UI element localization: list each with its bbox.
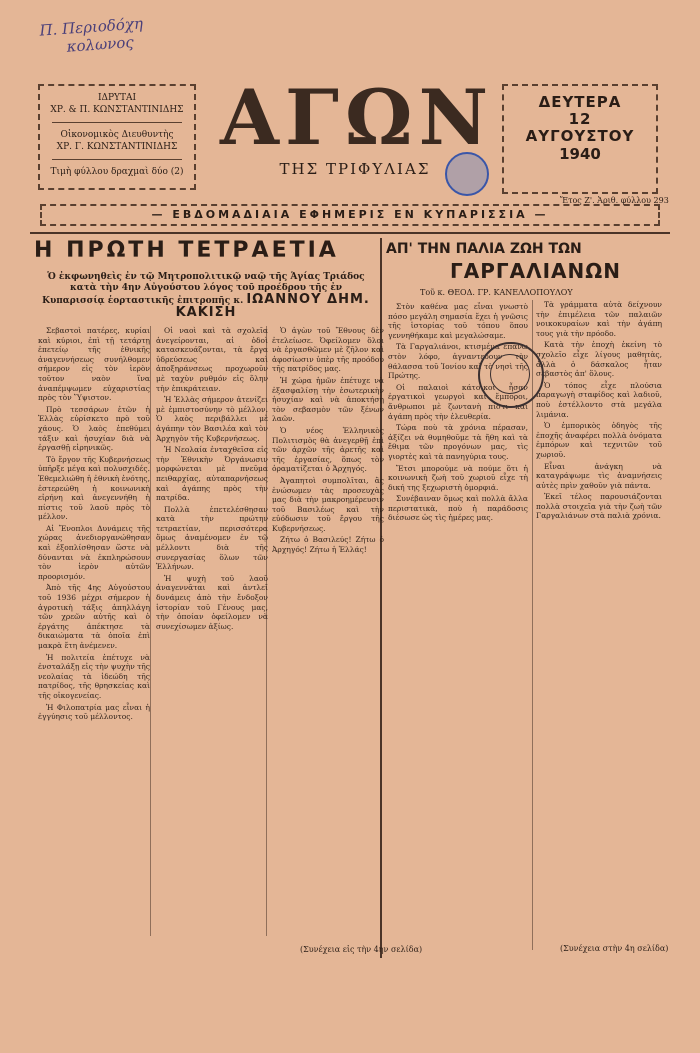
- masthead-subtitle: ΤΗΣ ΤΡΙΦΥΛΙΑΣ: [279, 160, 431, 178]
- paragraph: Πρὸ τεσσάρων ἐτῶν ἡ Ἑλλὰς εὑρίσκετο πρὸ τοῦ χάους. Ὁ λαὸς ἐπεθύμει τάξιν καὶ ἡσυχίαν διὰ νὰ ἐργασθῇ εἰρηνικῶς.: [38, 404, 150, 453]
- postmark-inner-ring: [490, 354, 530, 394]
- article2-headline-top: ΑΠ' ΤΗΝ ΠΑΛΙΑ ΖΩΗ ΤΩΝ: [386, 241, 582, 257]
- paragraph: Πολλὰ ἐπετελέσθησαν κατὰ τὴν πρώτην τετραετίαν, περισσότερα ὅμως ἀναμένομεν ἐν τῷ μέλλοντι διὰ τῆς συνεργασίας ὅλων τῶν Ἑλλήνων.: [156, 504, 268, 572]
- paragraph: Ὁ τόπος εἶχε πλούσια παραγωγὴ σταφίδος καὶ λαδιοῦ, ποὺ ἐστέλλοντο στὰ μεγάλα λιμάνια.: [536, 380, 662, 419]
- paragraph: Ἡ Ἑλλὰς σήμερον ἀτενίζει μὲ ἐμπιστοσύνην τὸ μέλλον. Ὁ λαὸς περιβάλλει μὲ ἀγάπην τὸν Βασιλέα καὶ τὸν Ἀρχηγὸν τῆς Κυβερνήσεως.: [156, 395, 268, 443]
- paragraph: Ἀπὸ τῆς 4ης Αὐγούστου τοῦ 1936 μέχρι σήμερον ἡ ἀγροτικὴ τάξις ἀπηλλάγη τῶν χρεῶν αὐτῆς καὶ ὁ ἐργάτης ἀπέκτησε τὰ δικαιώματα τὰ ὁποῖα ἐπὶ μακρὰ ἔτη ἀνέμενεν.: [38, 583, 150, 650]
- day-number: 12: [568, 110, 592, 128]
- article1-lead-text: Ὁ ἐκφωνηθεὶς ἐν τῷ Μητροπολιτικῷ ναῷ τῆς Ἁγίας Τριάδος κατὰ τὴν 4ην Αὐγούστου λόγος τοῦ προέδρου τῆς ἐν Κυπαρισσίᾳ ἑορταστικῆς ἐπιτροπῆς κ.: [42, 272, 365, 306]
- paragraph: Ἐκεῖ τέλος παρουσιάζονται πολλὰ στοιχεῖα γιὰ τὴν ζωὴ τῶν Γαργαλιάνων στὰ παλιὰ χρόνια.: [536, 492, 662, 521]
- divider: [52, 159, 182, 160]
- paragraph: Ἡ Φιλοπατρία μας εἶναι ἡ ἐγγύησις τοῦ μέλλοντος.: [38, 702, 150, 722]
- article2-continued: (Συνέχεια στὴν 4η σελίδα): [560, 944, 669, 953]
- founders-box: [38, 84, 196, 190]
- horizontal-rule: [30, 232, 670, 234]
- weekday: ΔΕΥΤΕΡΑ: [538, 93, 622, 111]
- paragraph: Τὰ γράμματα αὐτὰ δείχνουν τὴν ἐπιμέλεια τῶν παλαιῶν νοικοκυραίων καὶ τὴν ἀγάπη τους γιὰ τὴν πρόοδο.: [536, 300, 662, 338]
- paragraph: Εἶναι ἀνάγκη νὰ καταγράψωμε τὶς ἀναμνήσεις αὐτὲς πρὶν χαθοῦν γιὰ πάντα.: [536, 461, 662, 490]
- divider: [52, 122, 182, 123]
- paragraph: Ὁ ἀγὼν τοῦ Ἔθνους δὲν ἐτελείωσε. Ὀφείλομεν ὅλοι νὰ ἐργασθῶμεν μὲ ζῆλον καὶ ἀφοσίωσιν ὑπὲρ τῆς προόδου τῆς πατρίδος μας.: [272, 326, 384, 374]
- paragraph: Ἡ Νεολαία ἐνταχθεῖσα εἰς τὴν Ἐθνικὴν Ὀργάνωσιν μορφώνεται μὲ πνεῦμα πειθαρχίας, αὐταπαρνήσεως καὶ ἀγάπης πρὸς τὴν πατρίδα.: [156, 445, 268, 503]
- paragraph: Ἔτσι μπορούμε νὰ πούμε ὅτι ἡ κοινωνικὴ ζωὴ τοῦ χωριοῦ εἶχε τὴ δική της ξεχωριστὴ ὀμορφιά.: [388, 463, 528, 492]
- paragraph: Σεβαστοὶ πατέρες, κυρίαι καὶ κύριοι, ἐπὶ τῇ τετάρτῃ ἐπετείῳ τῆς ἐθνικῆς ἀναγεννήσεως συνήλθομεν σήμερον εἰς τὸν ἱερὸν τοῦτον ναὸν ἵνα ἀναπέμψωμεν εὐχαριστίας πρὸς τὸν Ὕψιστον.: [38, 326, 150, 403]
- article2-column-2: [536, 300, 662, 956]
- paragraph: Ὁ νέος Ἑλληνικὸς Πολιτισμὸς θὰ ἀνεγερθῇ ἐπὶ τῶν ἀρχῶν τῆς ἀρετῆς καὶ τῆς ἐργασίας, ὅπως τὸν ὀραματίζεται ὁ Ἀρχηγός.: [272, 425, 384, 474]
- article1-lead: [38, 272, 374, 320]
- paragraph: Αἱ Ἔνοπλοι Δυνάμεις τῆς χώρας ἀνεδιοργανώθησαν καὶ ἐξοπλίσθησαν ὥστε νὰ δύνανται νὰ ἐκπληρώσουν τὸν ἱερὸν αὐτῶν προορισμόν.: [38, 523, 150, 581]
- article1-column-1: [38, 326, 150, 936]
- year: 1940: [559, 145, 601, 163]
- paragraph: Ἡ πολιτεία ἐπέτυχε νὰ ἐνσταλάξῃ εἰς τὴν ψυχὴν τῆς νεολαίας τὰ ἰδεώδη τῆς πατρίδος, τῆς θρησκείας καὶ τῆς οἰκογενείας.: [38, 652, 150, 700]
- library-stamp-icon: [445, 152, 489, 196]
- paragraph: Τώρα ποὺ τὰ χρόνια πέρασαν, ἀξίζει νὰ θυμηθοῦμε τὰ ἤθη καὶ τὰ ἔθιμα τῶν προγόνων μας, τὶς γιορτὲς καὶ τὰ πανηγύρια τους.: [388, 423, 528, 461]
- paragraph: Ἀγαπητοὶ συμπολῖται, ἂς ἑνώσωμεν τὰς προσευχὰς μας διὰ τὴν μακροημέρευσιν τοῦ Βασιλέως καὶ τὴν εὐόδωσιν τοῦ ἔργου τῆς Κυβερνήσεως.: [272, 475, 384, 533]
- manager-name: ΧΡ. Γ. ΚΩΝΣΤΑΝΤΙΝΙΔΗΣ: [56, 142, 178, 152]
- paragraph: Ἡ χώρα ἡμῶν ἐπέτυχε νὰ ἐξασφαλίσῃ τὴν ἐσωτερικὴν ἡσυχίαν καὶ νὰ ἀποκτήσῃ τὸν σεβασμὸν τῶν ξένων λαῶν.: [272, 375, 384, 424]
- issue-number: Ἔτος Ζ'. Ἀριθ. φύλλου 293: [560, 196, 669, 205]
- paragraph: Τὸ ἔργον τῆς Κυβερνήσεως ὑπῆρξε μέγα καὶ πολυσχιδές. Ἐθεμελιώθη ἡ ἐθνικὴ ἑνότης, ἐστερεώθη ἡ κοινωνικὴ εἰρήνη καὶ ἀνεγεννήθη ἡ πίστις τοῦ λαοῦ πρὸς τὸ μέλλον.: [38, 454, 150, 522]
- handwritten-line-1: Π. Περιοδόχη: [38, 14, 144, 40]
- manager-label: Οἰκονομικὸς Διευθυντὴς: [60, 130, 174, 140]
- postmark-stamp-icon: [478, 342, 544, 408]
- article1-headline: Η ΠΡΩΤΗ ΤΕΤΡΑΕΤΙΑ: [34, 238, 339, 263]
- paragraph: Τὰ Γαργαλιάνοι, κτισμένα ἐπάνω στὸν λόφο, ἀγναντεύουν τὴν θάλασσα τοῦ Ἰονίου καὶ τὸ νησὶ τῆς Πρώτης.: [388, 342, 528, 381]
- price: Τιμὴ φύλλου δραχμαὶ δύο (2): [50, 167, 184, 177]
- article1-continued: (Συνέχεια εἰς τὴν 4ην σελίδα): [300, 945, 423, 954]
- handwritten-line-2: κολωνος: [66, 33, 135, 56]
- weekly-banner: — ΕΒΔΟΜΑΔΙΑΙΑ ΕΦΗΜΕΡΙΣ ΕΝ ΚΥΠΑΡΙΣΣΙΑ —: [40, 204, 660, 226]
- date-box: [502, 84, 658, 194]
- article1-column-2: [156, 326, 268, 938]
- founders-label: ΙΔΡΥΤΑΙ: [97, 93, 137, 103]
- paragraph: Οἱ παλαιοὶ κάτοικοι ἦσαν ἐργατικοὶ γεωργοὶ καὶ ἔμποροι, ἄνθρωποι μὲ ζωντανὴ πίστι καὶ ἀγάπη πρὸς τὴν ἐλευθερία.: [388, 382, 528, 421]
- month: ΑΥΓΟΥΣΤΟΥ: [525, 127, 635, 145]
- founders-names: ΧΡ. & Π. ΚΩΝΣΤΑΝΤΙΝΙΔΗΣ: [50, 105, 184, 115]
- masthead-title: ΑΓΩΝ: [220, 73, 495, 162]
- handwritten-note: [39, 14, 145, 57]
- paragraph: Ἡ ψυχὴ τοῦ λαοῦ ἀναγεννᾶται καὶ ἀντλεῖ δυνάμεις ἀπὸ τὴν ἔνδοξον ἱστορίαν τοῦ Γένους μας, τὴν ὁποίαν ὀφείλομεν νὰ συνεχίσωμεν ἀξίως.: [156, 573, 268, 631]
- paragraph: Στὸν καθένα μας εἶναι γνωστὸ πόσο μεγάλη σημασία ἔχει ἡ γνῶσις τῆς ἱστορίας τοῦ τόπου ὅπου γεννηθήκαμε καὶ μεγαλώσαμε.: [388, 302, 528, 340]
- article2-byline: Τοῦ κ. ΘΕΟΔ. ΓΡ. ΚΑΝΕΛΛΟΠΟΥΛΟΥ: [420, 288, 573, 297]
- article2-headline-main: ΓΑΡΓΑΛΙΑΝΩΝ: [450, 259, 621, 283]
- paragraph: Συνέβαιναν ὅμως καὶ πολλὰ ἄλλα περιστατικὰ, ποὺ ἡ παράδοσις διέσωσε ὡς τὶς ἡμέρες μας.: [388, 494, 528, 523]
- column-rule: [150, 326, 151, 936]
- paragraph: Κατὰ τὴν ἐποχὴ ἐκείνη τὸ σχολεῖο εἶχε λίγους μαθητὰς, ἀλλὰ ὁ δάσκαλος ἦταν σεβαστὸς ἀπ' ὅλους.: [536, 340, 662, 379]
- paragraph: Οἱ ναοὶ καὶ τὰ σχολεῖα ἀνεγείρονται, αἱ ὁδοὶ κατασκευάζονται, τὰ ἔργα ὑδρεύσεως καὶ ἀποξηράνσεως προχωροῦν μὲ ταχὺν ρυθμόν εἰς ὅλην τὴν ἐπικράτειαν.: [156, 326, 268, 393]
- article1-column-3: [272, 326, 384, 938]
- paragraph: Ὁ ἐμπορικὸς ὁδηγὸς τῆς ἐποχῆς ἀναφέρει πολλὰ ὀνόματα ἐμπόρων καὶ τεχνιτῶν τοῦ χωριοῦ.: [536, 421, 662, 459]
- article1-lead-name: ΙΩΑΝΝΟΥ ΔΗΜ. ΚΑΚΙΣΗ: [175, 292, 370, 320]
- paragraph: Ζήτω ὁ Βασιλεύς! Ζήτω ὁ Ἀρχηγός! Ζήτω ἡ Ἑλλάς!: [272, 535, 384, 555]
